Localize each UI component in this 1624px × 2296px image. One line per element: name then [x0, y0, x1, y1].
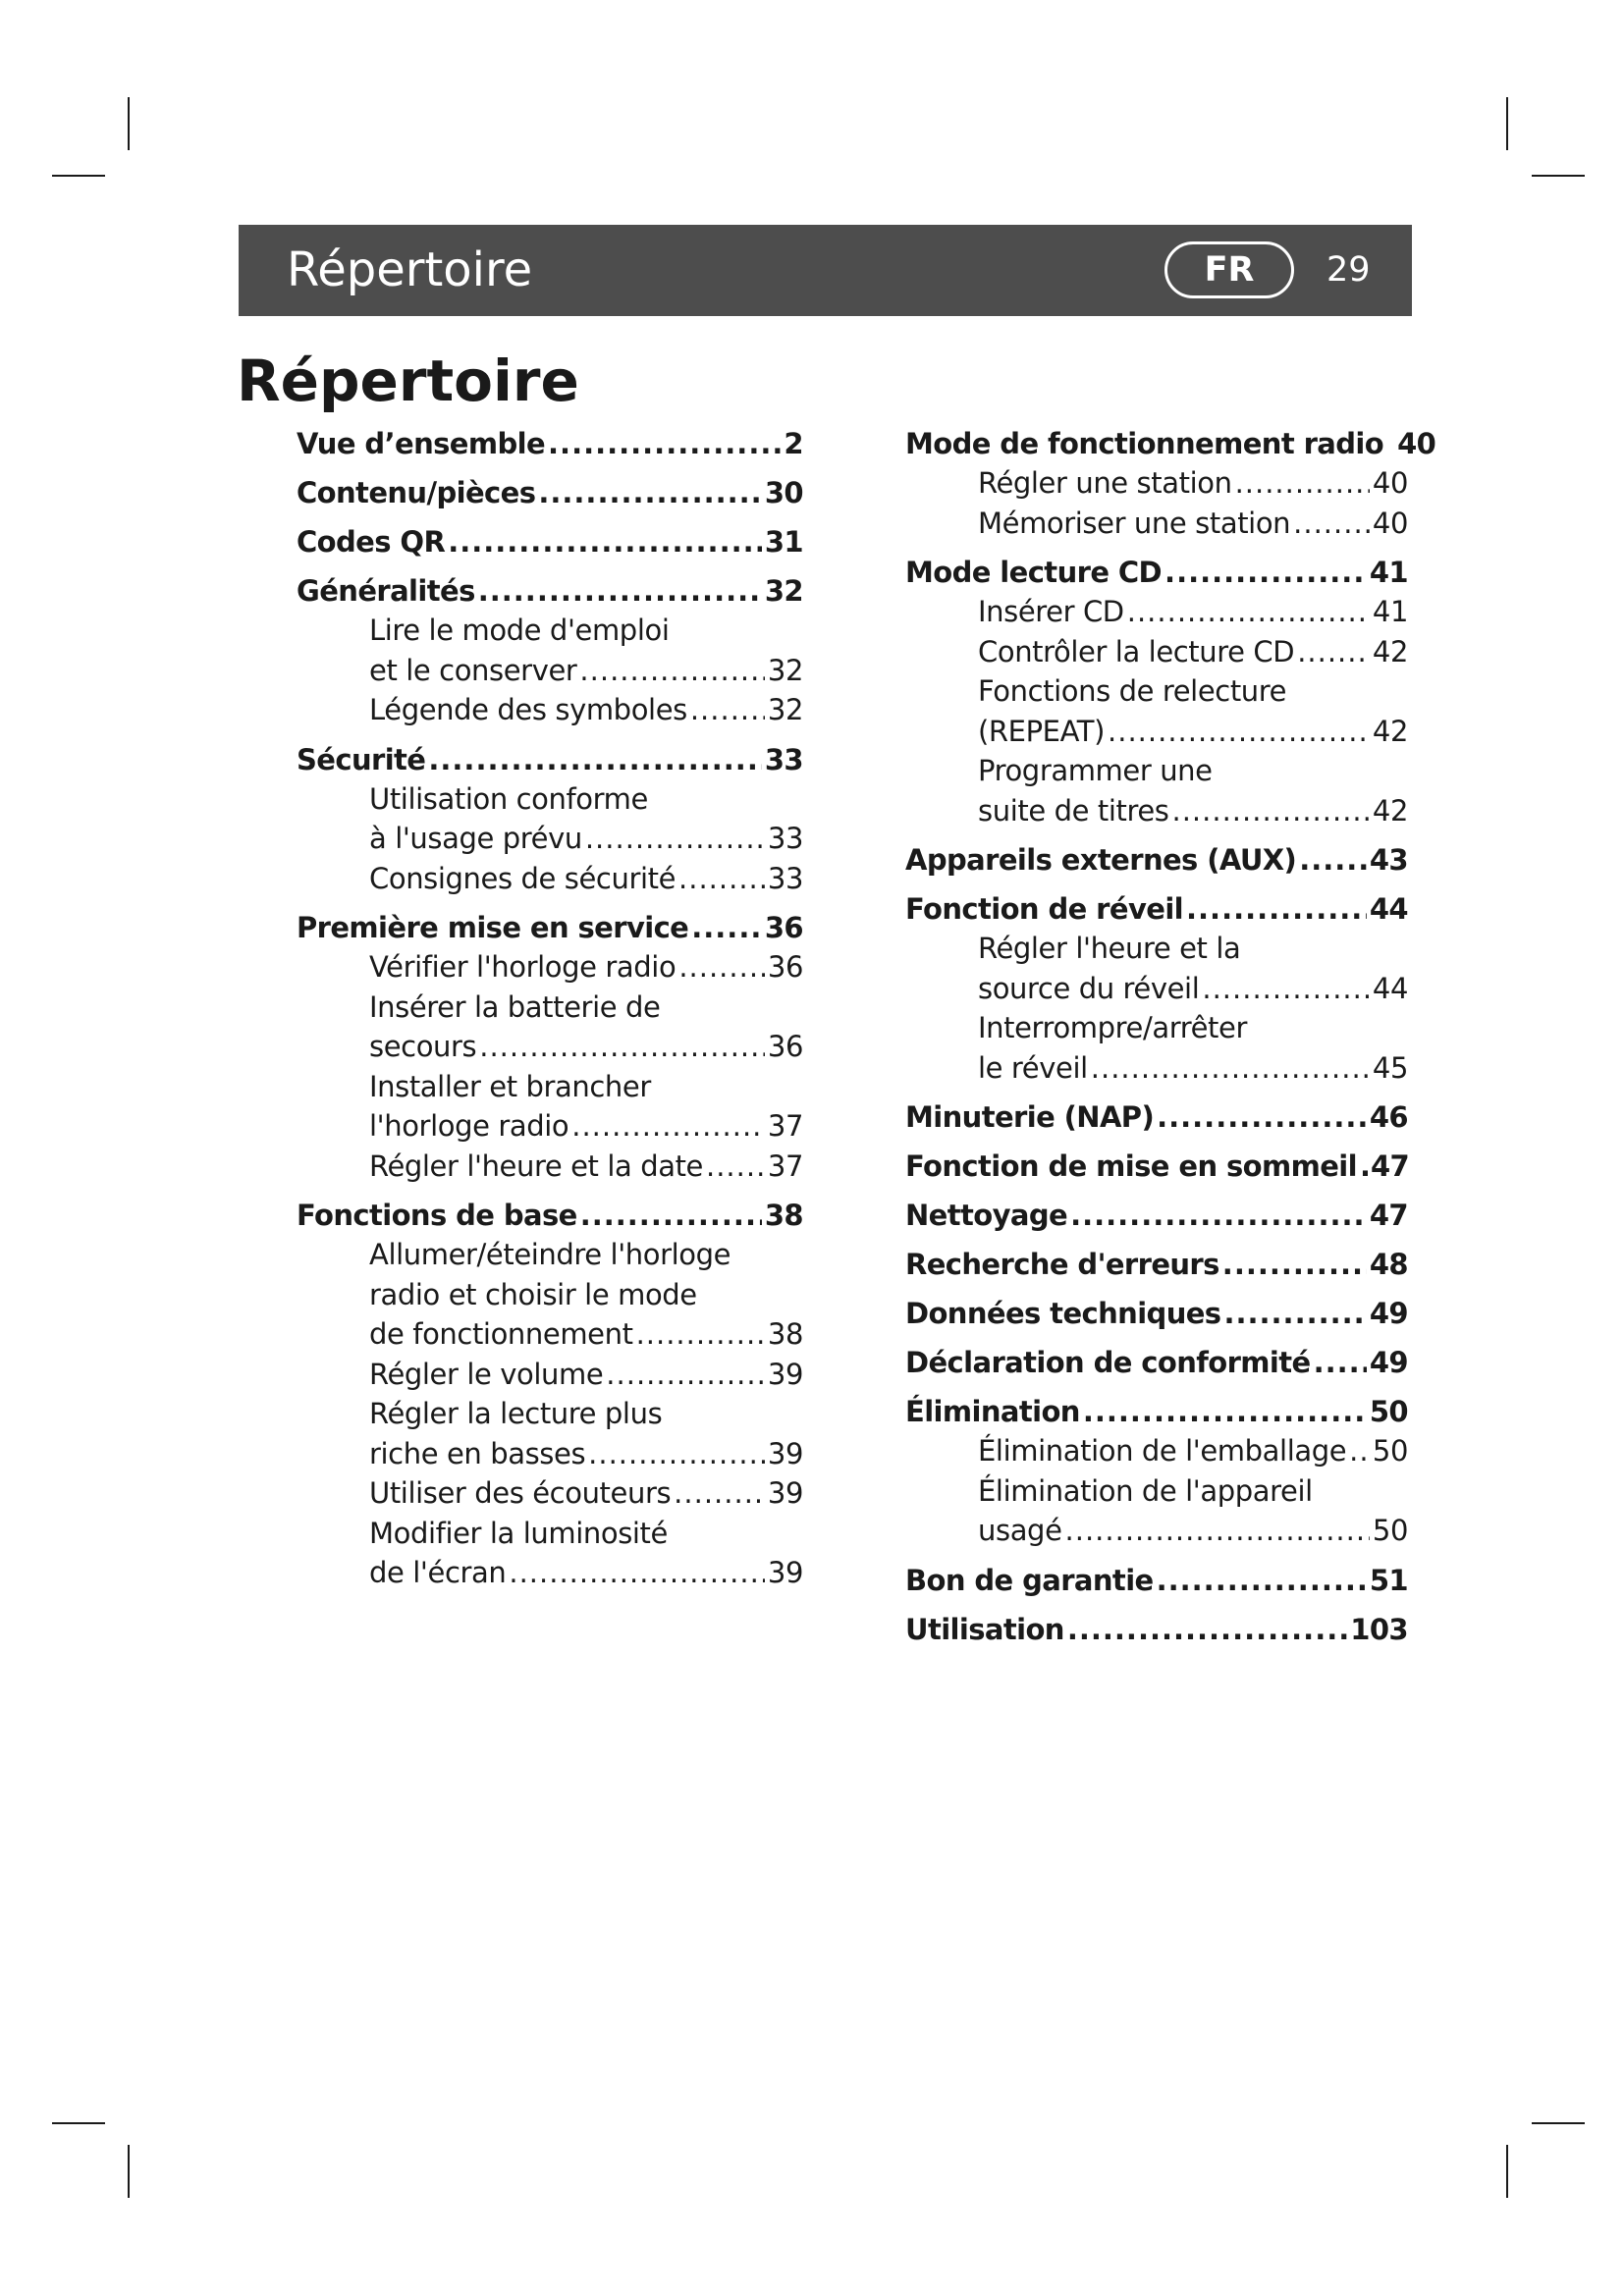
toc-entry-label: Généralités	[297, 574, 475, 608]
crop-mark	[1532, 2122, 1585, 2124]
toc-entry-label: Lire le mode d'emploi	[369, 614, 670, 647]
toc-entry-label: Installer et brancher	[369, 1069, 651, 1103]
toc-leader-dots	[678, 947, 765, 988]
toc-entry-page: 41	[1369, 556, 1408, 589]
toc-leader-dots	[1157, 1561, 1367, 1600]
toc-subentry-title	[297, 611, 803, 651]
toc-entry-label: Modifier la luminosité	[369, 1516, 668, 1550]
crop-mark	[1506, 97, 1508, 150]
toc-entry	[905, 1392, 1408, 1431]
crop-mark	[128, 97, 130, 150]
toc-entry	[905, 1561, 1408, 1600]
toc-entry-label: à l'usage prévu	[369, 822, 582, 855]
toc-entry-page: 51	[1369, 1563, 1408, 1597]
toc-leader-dots	[479, 1027, 765, 1067]
toc-entry-page: 36	[764, 911, 803, 944]
toc-subentry	[905, 1048, 1408, 1089]
toc-leader-dots	[585, 819, 765, 859]
toc-leader-dots	[1070, 1196, 1367, 1235]
toc-subentry	[297, 819, 803, 859]
toc-entry-page: 33	[764, 742, 803, 776]
toc-entry-label: Régler le volume	[369, 1357, 604, 1391]
toc-entry	[297, 908, 803, 947]
toc-entry-page: 2	[784, 427, 803, 460]
toc-entry-page: 40	[1372, 506, 1408, 540]
toc-entry-label: de l'écran	[369, 1556, 507, 1589]
toc-entry-label: Nettoyage	[905, 1199, 1068, 1232]
toc-entry-label: Contenu/pièces	[297, 476, 536, 509]
toc-entry-page: 103	[1350, 1612, 1408, 1646]
toc-entry-label: Élimination de l'appareil	[978, 1473, 1313, 1508]
toc-entry	[905, 1097, 1408, 1137]
toc-leader-dots	[548, 424, 781, 463]
crop-mark	[52, 2122, 105, 2124]
crop-mark	[52, 175, 105, 177]
toc-entry-label: Régler une station	[978, 466, 1232, 500]
toc-leader-dots	[478, 571, 762, 611]
toc-subentry-title	[297, 1394, 803, 1434]
header-title: Répertoire	[287, 242, 533, 297]
toc-entry-label: Régler l'heure et la	[978, 932, 1241, 965]
toc-leader-dots	[579, 651, 764, 691]
toc-entry	[905, 1610, 1408, 1649]
toc-leader-dots	[580, 1196, 762, 1235]
toc-entry-label: Déclaration de conformité	[905, 1346, 1311, 1379]
toc-entry-label: Insérer la batterie de	[369, 989, 661, 1024]
crop-mark	[1532, 175, 1585, 177]
toc-entry-page: 39	[767, 1357, 803, 1391]
toc-entry	[297, 424, 803, 463]
toc-entry-label: suite de titres	[978, 793, 1169, 828]
toc-leader-dots	[678, 859, 765, 899]
toc-entry	[905, 1343, 1408, 1382]
toc-entry-label: riche en basses	[369, 1436, 586, 1470]
toc-entry-page: 42	[1372, 634, 1408, 668]
toc-leader-dots	[691, 908, 762, 947]
toc-entry-page: 32	[767, 693, 803, 726]
toc-entry-label: Interrompre/arrêter	[978, 1011, 1247, 1044]
toc-entry-page: 36	[767, 1030, 803, 1063]
toc-entry-page: 40	[1372, 466, 1408, 500]
toc-entry	[905, 840, 1408, 880]
toc-subentry-title	[905, 671, 1408, 712]
toc-entry-page: 44	[1369, 892, 1408, 926]
crop-mark	[1506, 2145, 1508, 2198]
toc-entry-label: Fonction de mise en sommeil	[905, 1149, 1357, 1183]
toc-subentry-title	[297, 779, 803, 820]
toc-entry-label: Minuterie (NAP)	[905, 1100, 1155, 1134]
toc-subentry-title	[297, 988, 803, 1028]
toc-leader-dots	[1297, 632, 1370, 672]
toc-leader-dots	[588, 1434, 765, 1474]
toc-left-column	[297, 424, 803, 1593]
toc-entry-label: Mode de fonctionnement radio	[905, 427, 1384, 460]
toc-entry-label: secours	[369, 1030, 477, 1063]
toc-entry-label: Première mise en service	[297, 911, 689, 944]
toc-subentry	[297, 1434, 803, 1474]
toc-leader-dots	[1202, 969, 1370, 1009]
toc-entry-label: l'horloge radio	[369, 1109, 569, 1143]
toc-entry	[905, 424, 1436, 463]
toc-entry-label: Vue d’ensemble	[297, 427, 546, 460]
page-title: Répertoire	[237, 347, 579, 414]
toc-leader-dots	[1067, 1610, 1347, 1649]
toc-entry	[297, 571, 803, 611]
toc-leader-dots	[571, 1106, 765, 1147]
toc-entry-label: Recherche d'erreurs	[905, 1248, 1219, 1281]
toc-subentry	[297, 1027, 803, 1067]
toc-entry-page: 46	[1369, 1100, 1408, 1134]
toc-entry	[297, 473, 803, 512]
header-bar	[239, 225, 1412, 316]
toc-entry-label: Utiliser des écouteurs	[369, 1476, 672, 1510]
toc-leader-dots	[1235, 463, 1370, 504]
toc-entry	[905, 1245, 1408, 1284]
toc-subentry	[297, 1147, 803, 1187]
toc-subentry	[905, 791, 1408, 831]
toc-entry-page: 37	[767, 1109, 803, 1143]
toc-leader-dots	[1083, 1392, 1367, 1431]
toc-leader-dots	[1127, 592, 1370, 632]
toc-leader-dots	[1299, 840, 1367, 880]
toc-leader-dots	[1222, 1245, 1367, 1284]
toc-entry-page: 39	[767, 1556, 803, 1589]
toc-right-column	[905, 424, 1436, 1649]
toc-entry-label: Régler la lecture plus	[369, 1397, 663, 1430]
toc-subentry-title	[297, 1235, 803, 1275]
toc-entry-page: 47	[1370, 1149, 1410, 1183]
toc-entry-page: 47	[1369, 1199, 1408, 1232]
toc-leader-dots	[690, 690, 765, 730]
toc-entry-label: Fonctions de base	[297, 1199, 577, 1232]
toc-entry-page: 40	[1397, 427, 1436, 460]
toc-subentry	[297, 690, 803, 730]
toc-subentry	[905, 504, 1408, 544]
toc-subentry	[297, 1473, 803, 1514]
toc-entry	[905, 1196, 1408, 1235]
toc-entry-label: le réveil	[978, 1050, 1088, 1085]
toc-entry-page: 31	[764, 525, 803, 559]
toc-subentry	[905, 632, 1408, 672]
toc-entry-label: Vérifier l'horloge radio	[369, 950, 677, 984]
toc-entry-page: 49	[1369, 1346, 1408, 1379]
toc-entry-label: Légende des symboles	[369, 693, 687, 726]
language-badge: FR	[1164, 241, 1294, 298]
toc-entry	[297, 522, 803, 561]
toc-entry-page: 44	[1372, 971, 1408, 1005]
toc-entry-label: Allumer/éteindre l'horloge	[369, 1238, 731, 1271]
toc-entry-label: Données techniques	[905, 1297, 1221, 1330]
crop-mark	[128, 2145, 130, 2198]
toc-subentry	[905, 712, 1408, 752]
toc-entry-label: et le conserver	[369, 653, 577, 687]
toc-subentry	[905, 1511, 1408, 1551]
toc-entry-label: Consignes de sécurité	[369, 861, 677, 895]
toc-subentry-title	[297, 1067, 803, 1107]
toc-entry-label: Régler l'heure et la date	[369, 1148, 703, 1183]
toc-entry-page: 33	[767, 822, 803, 855]
toc-entry-label: usagé	[978, 1514, 1062, 1547]
toc-leader-dots	[1293, 504, 1370, 544]
toc-entry-page: 42	[1372, 714, 1408, 748]
toc-subentry	[297, 1314, 803, 1355]
toc-leader-dots	[1314, 1343, 1367, 1382]
toc-leader-dots	[1108, 712, 1370, 752]
toc-entry-page: 39	[767, 1436, 803, 1470]
toc-leader-dots	[1091, 1048, 1370, 1089]
toc-entry-page: 39	[767, 1476, 803, 1510]
toc-entry-label: Appareils externes (AUX)	[905, 843, 1297, 877]
toc-entry-page: 50	[1369, 1395, 1408, 1428]
toc-entry-page: 38	[764, 1199, 803, 1232]
toc-entry-label: Élimination de l'emballage	[978, 1434, 1347, 1468]
toc-leader-dots	[706, 1147, 765, 1187]
toc-leader-dots	[674, 1473, 765, 1514]
toc-entry	[905, 889, 1408, 929]
toc-entry-label: Mémoriser une station	[978, 506, 1291, 540]
toc-entry-label: Fonction de réveil	[905, 892, 1184, 926]
toc-leader-dots	[1186, 889, 1367, 929]
toc-subentry	[905, 969, 1408, 1009]
toc-entry-label: Contrôler la lecture CD	[978, 634, 1295, 668]
toc-entry-label: Codes QR	[297, 525, 446, 559]
toc-entry-page: 32	[764, 574, 803, 608]
toc-entry-page: 38	[767, 1317, 803, 1351]
toc-entry-label: (REPEAT)	[978, 714, 1106, 748]
toc-leader-dots	[636, 1314, 765, 1355]
toc-entry-page: 42	[1372, 793, 1408, 828]
toc-entry-page: 50	[1372, 1434, 1408, 1468]
toc-entry-page: 50	[1372, 1514, 1408, 1547]
toc-entry	[905, 1294, 1408, 1333]
toc-entry-page: 49	[1369, 1297, 1408, 1330]
toc-subentry-title	[905, 751, 1408, 791]
toc-leader-dots	[606, 1355, 765, 1395]
page-number: 29	[1326, 250, 1371, 290]
toc-leader-dots	[1349, 1431, 1370, 1471]
toc-entry	[905, 553, 1408, 592]
toc-subentry-title	[297, 1275, 803, 1315]
toc-entry-page: 36	[767, 950, 803, 984]
toc-entry-page: 43	[1369, 843, 1408, 877]
toc-entry-label: de fonctionnement	[369, 1317, 633, 1351]
toc-subentry	[905, 592, 1408, 632]
toc-subentry	[297, 947, 803, 988]
toc-subentry-title	[905, 929, 1408, 969]
toc-entry-page: 41	[1372, 595, 1408, 628]
toc-entry-label: source du réveil	[978, 971, 1200, 1005]
toc-leader-dots	[1065, 1511, 1370, 1551]
toc-entry-page: 32	[767, 653, 803, 687]
toc-entry-label: Programmer une	[978, 754, 1213, 787]
toc-entry-label: Mode lecture CD	[905, 556, 1163, 589]
toc-entry	[297, 740, 803, 779]
toc-subentry	[297, 1355, 803, 1395]
toc-subentry	[905, 1431, 1408, 1471]
toc-subentry	[297, 1106, 803, 1147]
toc-leader-dots	[428, 740, 761, 779]
toc-leader-dots	[1157, 1097, 1367, 1137]
toc-entry-label: Bon de garantie	[905, 1563, 1154, 1597]
toc-leader-dots	[1360, 1147, 1368, 1186]
toc-leader-dots	[448, 522, 762, 561]
toc-leader-dots	[1171, 791, 1369, 831]
toc-entry-label: radio et choisir le mode	[369, 1277, 697, 1311]
toc-subentry	[297, 651, 803, 691]
toc-leader-dots	[1164, 553, 1367, 592]
toc-subentry	[297, 859, 803, 899]
toc-entry-page: 33	[767, 861, 803, 895]
toc-entry-page: 48	[1369, 1248, 1408, 1281]
toc-subentry	[905, 463, 1408, 504]
toc-leader-dots	[1223, 1294, 1366, 1333]
toc-entry-page: 30	[764, 476, 803, 509]
toc-subentry-title	[905, 1008, 1408, 1048]
toc-subentry-title	[905, 1471, 1408, 1512]
toc-entry	[297, 1196, 803, 1235]
toc-entry-page: 45	[1372, 1050, 1408, 1085]
toc-leader-dots	[538, 473, 761, 512]
toc-subentry	[297, 1553, 803, 1593]
toc-entry-label: Sécurité	[297, 742, 426, 776]
toc-entry-label: Insérer CD	[978, 595, 1124, 628]
toc-entry-label: Utilisation conforme	[369, 781, 648, 816]
toc-entry	[905, 1147, 1408, 1186]
toc-leader-dots	[509, 1553, 765, 1593]
toc-subentry-title	[297, 1514, 803, 1554]
toc-entry-label: Utilisation	[905, 1612, 1064, 1646]
toc-entry-page: 37	[767, 1148, 803, 1183]
toc-entry-label: Élimination	[905, 1395, 1080, 1428]
toc-entry-label: Fonctions de relecture	[978, 674, 1287, 708]
